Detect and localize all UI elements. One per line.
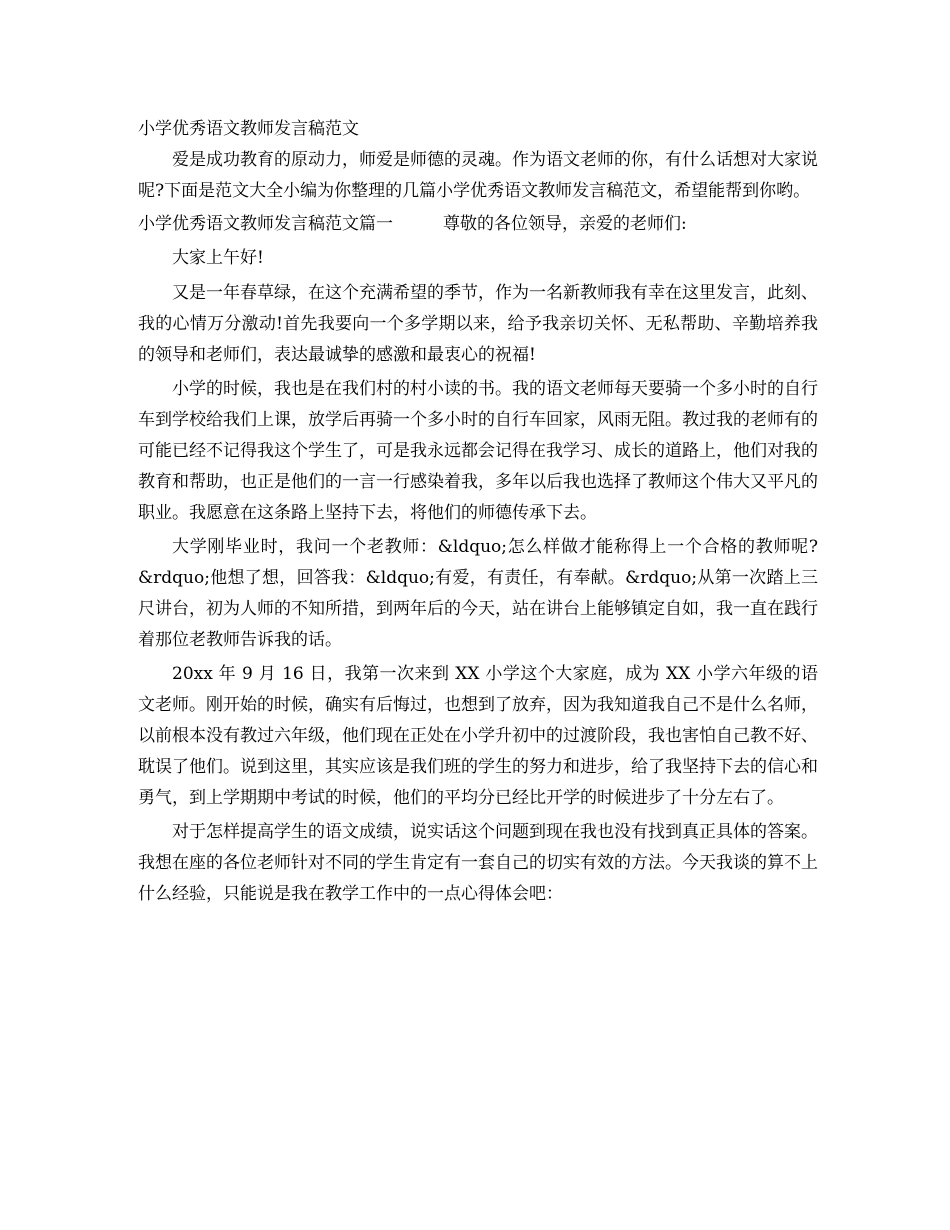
body-paragraph-4: 20xx 年 9 月 16 日，我第一次来到 XX 小学这个大家庭，成为 XX 小学六年级的语文老师。刚开始的时候，确实有后悔过，也想到了放弃，因为我知道我自己不是什么名师，以前根本没有教过六年级，他们现在正处在小学升初中的过渡阶段，我也害怕自己教不好、耽误了他们。说到这里，其实应该是我们班的学生的努力和进步，给了我坚持下去的信心和勇气，到上学期期中考试的时候，他们的平均分已经比开学的时候进步了十分左右了。 (138, 664, 818, 808)
salutation: 尊敬的各位领导，亲爱的老师们: (443, 214, 687, 234)
document-body (138, 116, 818, 913)
body-paragraph-5: 对于怎样提高学生的语文成绩，说实话这个问题到现在我也没有找到真正具体的答案。我想在座的各位老师针对不同的学生肯定有一套自己的切实有效的方法。今天我谈的算不上什么经验，只能说是我在教学工作中的一点心得体会吧： (138, 822, 818, 904)
body-paragraph-2: 小学的时候，我也是在我们村的村小读的书。我的语文老师每天要骑一个多小时的自行车到学校给我们上课，放学后再骑一个多小时的自行车回家，风雨无阻。教过我的老师有的可能已经不记得我这个学生了，可是我永远都会记得在我学习、成长的道路上，他们对我的教育和帮助，也正是他们的一言一行感染着我，多年以后我也选择了教师这个伟大又平凡的职业。我愿意在这条路上坚持下去，将他们的师德传承下去。 (138, 379, 818, 523)
body-paragraph-3: 大学刚毕业时，我问一个老教师：&ldquo;怎么样做才能称得上一个合格的教师呢?&rdquo;他想了想，回答我：&ldquo;有爱，有责任，有奉献。&rdquo;从第一次踏上三尺讲台，初为人师的不知所措，到两年后的今天，站在讲台上能够镇定自如，我一直在践行着那位老教师告诉我的话。 (138, 537, 818, 650)
body-paragraph-1: 又是一年春草绿，在这个充满希望的季节，作为一名新教师我有幸在这里发言，此刻、我的心情万分激动!首先我要向一个多学期以来，给予我亲切关怀、无私帮助、辛勤培养我的领导和老师们，表达最诚挚的感激和最衷心的祝福! (138, 283, 818, 365)
document-title: 小学优秀语文教师发言稿范文 (138, 119, 359, 139)
intro-paragraph: 爱是成功教育的原动力，师爱是师德的灵魂。作为语文老师的你，有什么话想对大家说呢?下面是范文大全小编为你整理的几篇小学优秀语文教师发言稿范文，希望能帮到你哟。 (138, 150, 818, 201)
section-heading-line (138, 209, 818, 240)
section-heading: 小学优秀语文教师发言稿范文篇一 (138, 214, 393, 234)
greeting: 大家上午好! (172, 248, 264, 268)
